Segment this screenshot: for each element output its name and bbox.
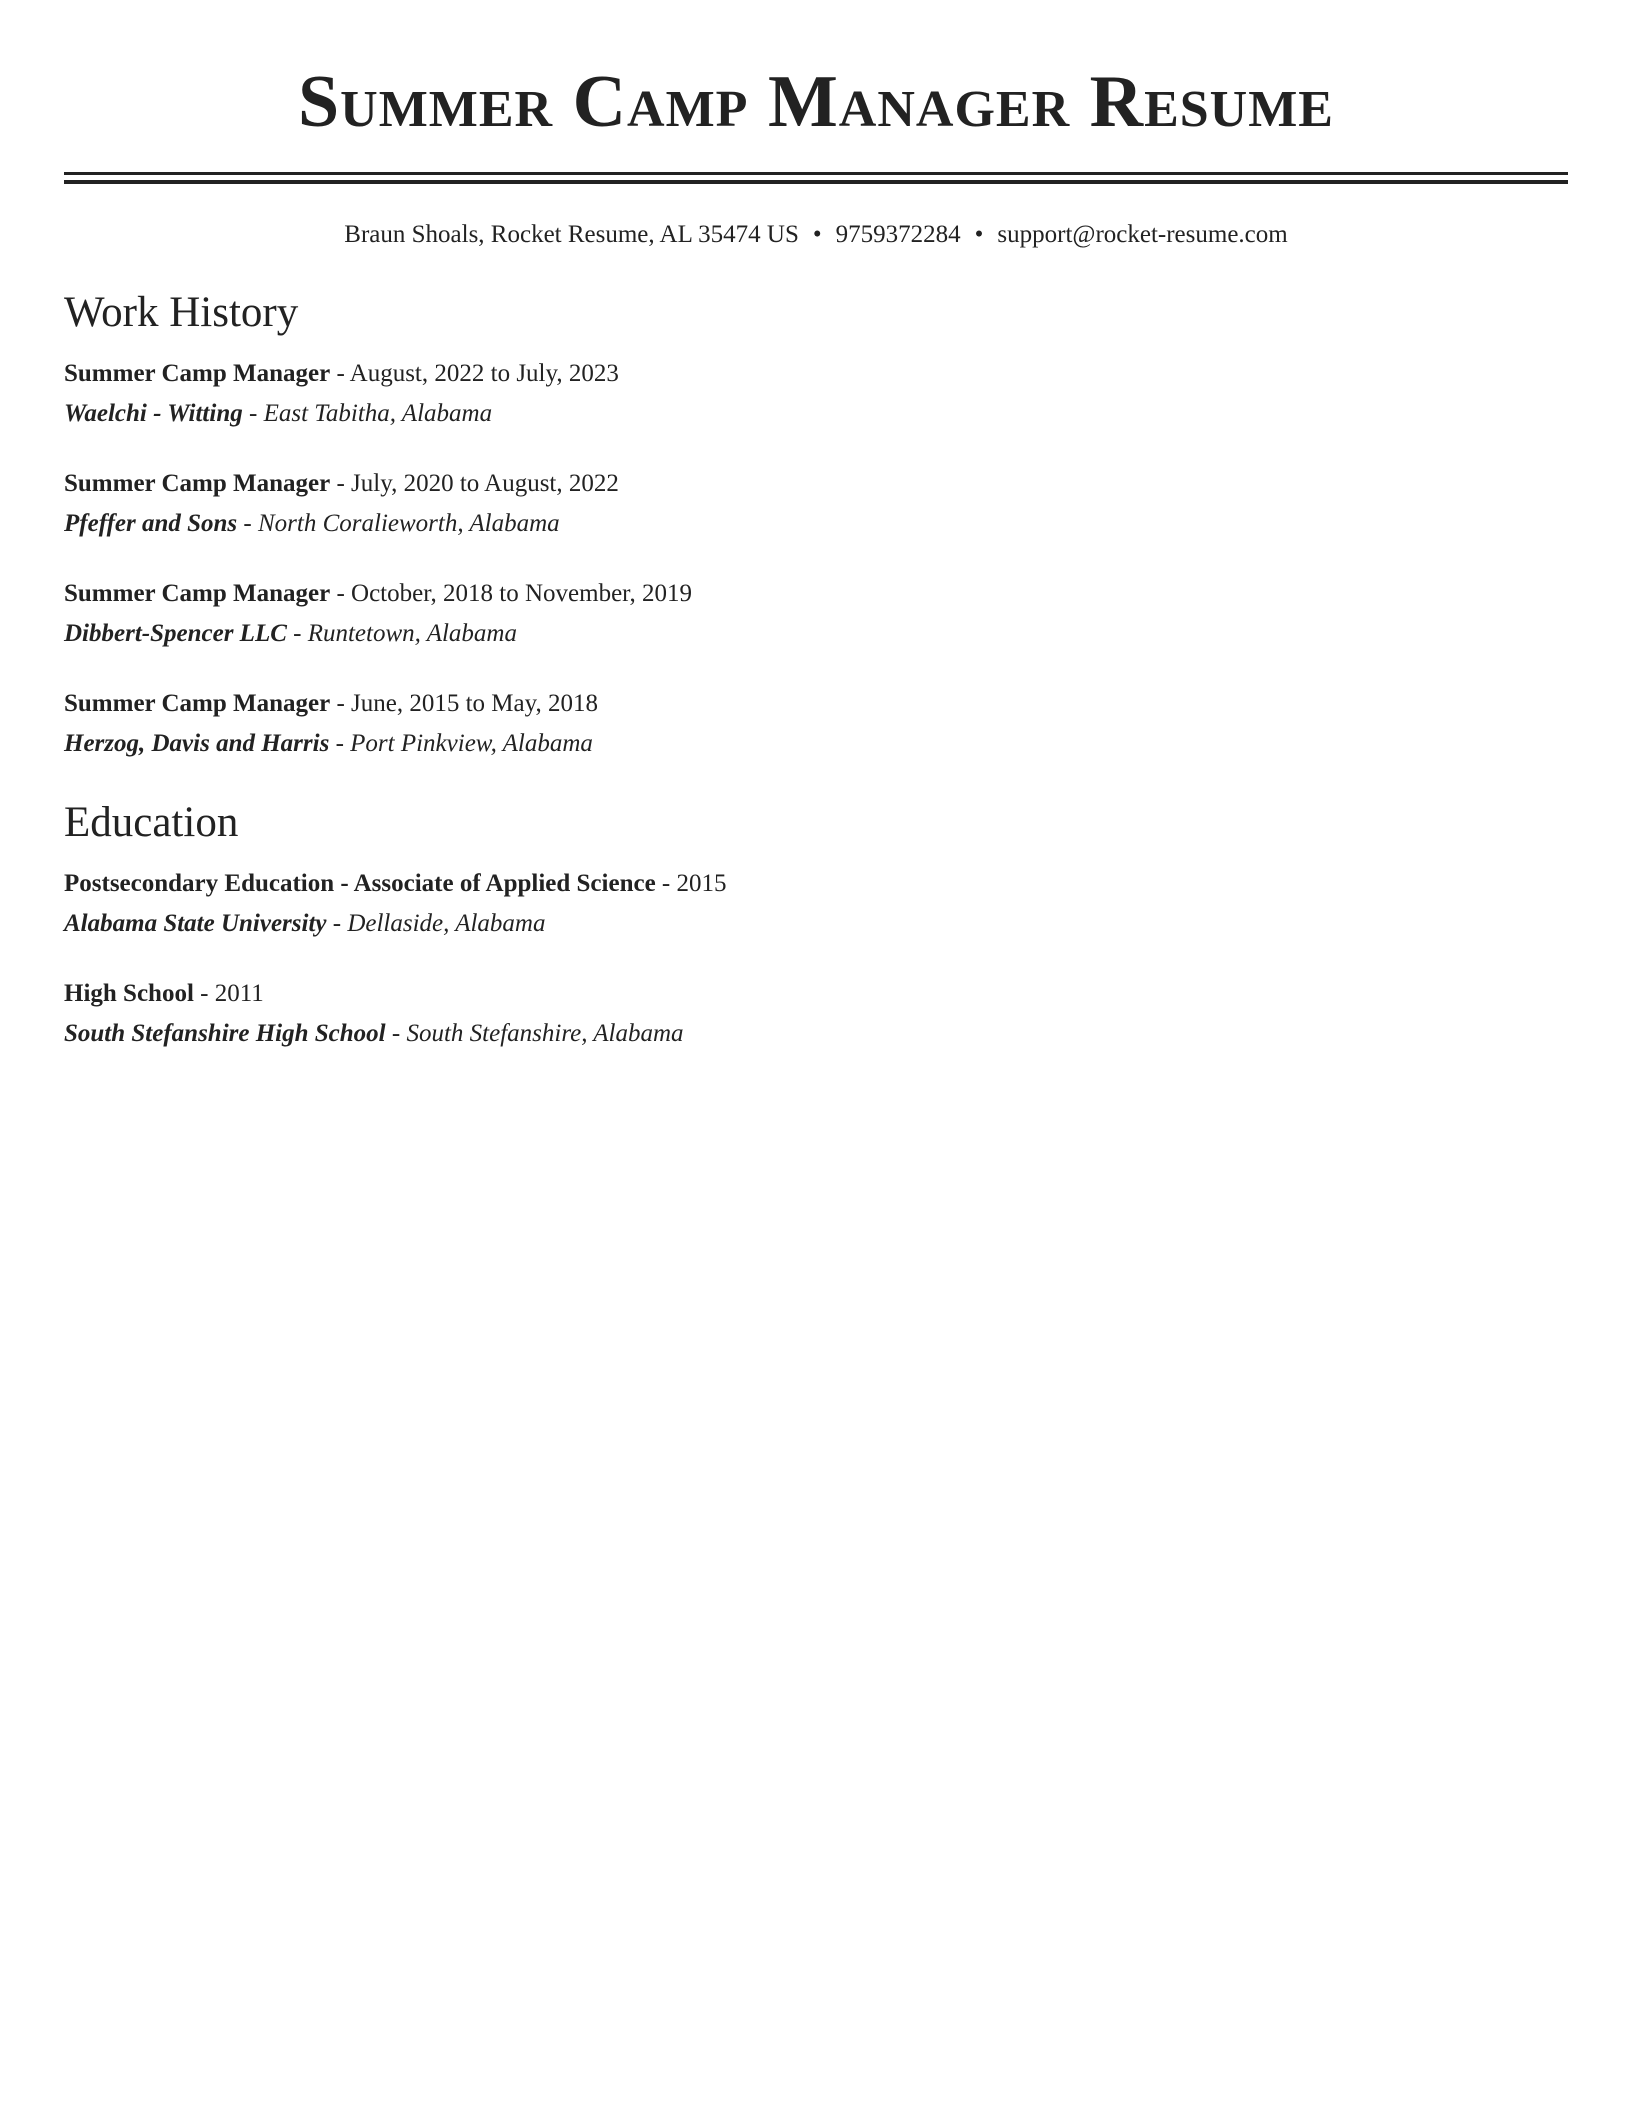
dash: - [286,620,308,647]
work-entry-header [64,684,1568,724]
contact-separator: • [812,221,822,248]
contact-line [64,218,1568,252]
school-name: Alabama State University [64,910,327,937]
work-entry-header [64,464,1568,504]
dash: - [330,690,352,717]
work-entry-employer [64,724,1568,764]
job-location: North Coralieworth, Alabama [258,510,560,537]
education-entry-header [64,974,1568,1014]
job-dates: June, 2015 to May, 2018 [351,690,598,717]
job-role: Summer Camp Manager [64,470,331,497]
company-name: Pfeffer and Sons [64,510,238,537]
degree-name: Postsecondary Education - Associate of Applied Science [64,870,656,897]
education-heading: Education [64,799,239,846]
contact-phone: 9759372284 [835,221,961,248]
work-entry-employer [64,614,1568,654]
dash: - [242,400,264,427]
school-location: Dellaside, Alabama [347,910,546,937]
company-name: Dibbert-Spencer LLC [64,620,287,647]
dash: - [193,980,215,1007]
education-entry-school [64,904,1568,944]
degree-name: High School [64,980,194,1007]
job-role: Summer Camp Manager [64,580,331,607]
work-entry [64,574,1568,654]
job-location: Port Pinkview, Alabama [350,730,593,757]
contact-address: Braun Shoals, Rocket Resume, AL 35474 US [344,221,799,248]
work-entry-employer [64,504,1568,544]
graduation-year: 2015 [676,870,727,897]
job-role: Summer Camp Manager [64,690,331,717]
title-divider-top [64,172,1568,175]
dash: - [655,870,677,897]
dash: - [326,910,348,937]
graduation-year: 2011 [214,980,264,1007]
education-entry [64,974,1568,1054]
contact-separator: • [974,221,984,248]
job-role: Summer Camp Manager [64,360,331,387]
job-location: East Tabitha, Alabama [263,400,493,427]
job-dates: August, 2022 to July, 2023 [349,360,619,387]
work-entry-header [64,574,1568,614]
resume-title: Summer Camp Manager Resume [298,61,1334,143]
work-history-heading: Work History [64,289,299,336]
job-location: Runtetown, Alabama [307,620,517,647]
work-entry [64,684,1568,764]
contact-email: support@rocket-resume.com [997,221,1288,248]
dash: - [330,470,352,497]
job-dates: October, 2018 to November, 2019 [351,580,692,607]
work-entry-employer [64,394,1568,434]
school-location: South Stefanshire, Alabama [406,1020,684,1047]
education-entry-school [64,1014,1568,1054]
work-entry [64,464,1568,544]
company-name: Waelchi - Witting [64,400,243,427]
dash: - [329,730,351,757]
education-entry [64,864,1568,944]
dash: - [330,580,352,607]
dash: - [385,1020,407,1047]
dash: - [330,360,350,387]
work-entry [64,354,1568,434]
school-name: South Stefanshire High School [64,1020,386,1047]
company-name: Herzog, Davis and Harris [64,730,330,757]
dash: - [237,510,258,537]
job-dates: July, 2020 to August, 2022 [351,470,619,497]
work-entry-header [64,354,1568,394]
title-divider-bottom [64,180,1568,184]
education-entry-header [64,864,1568,904]
